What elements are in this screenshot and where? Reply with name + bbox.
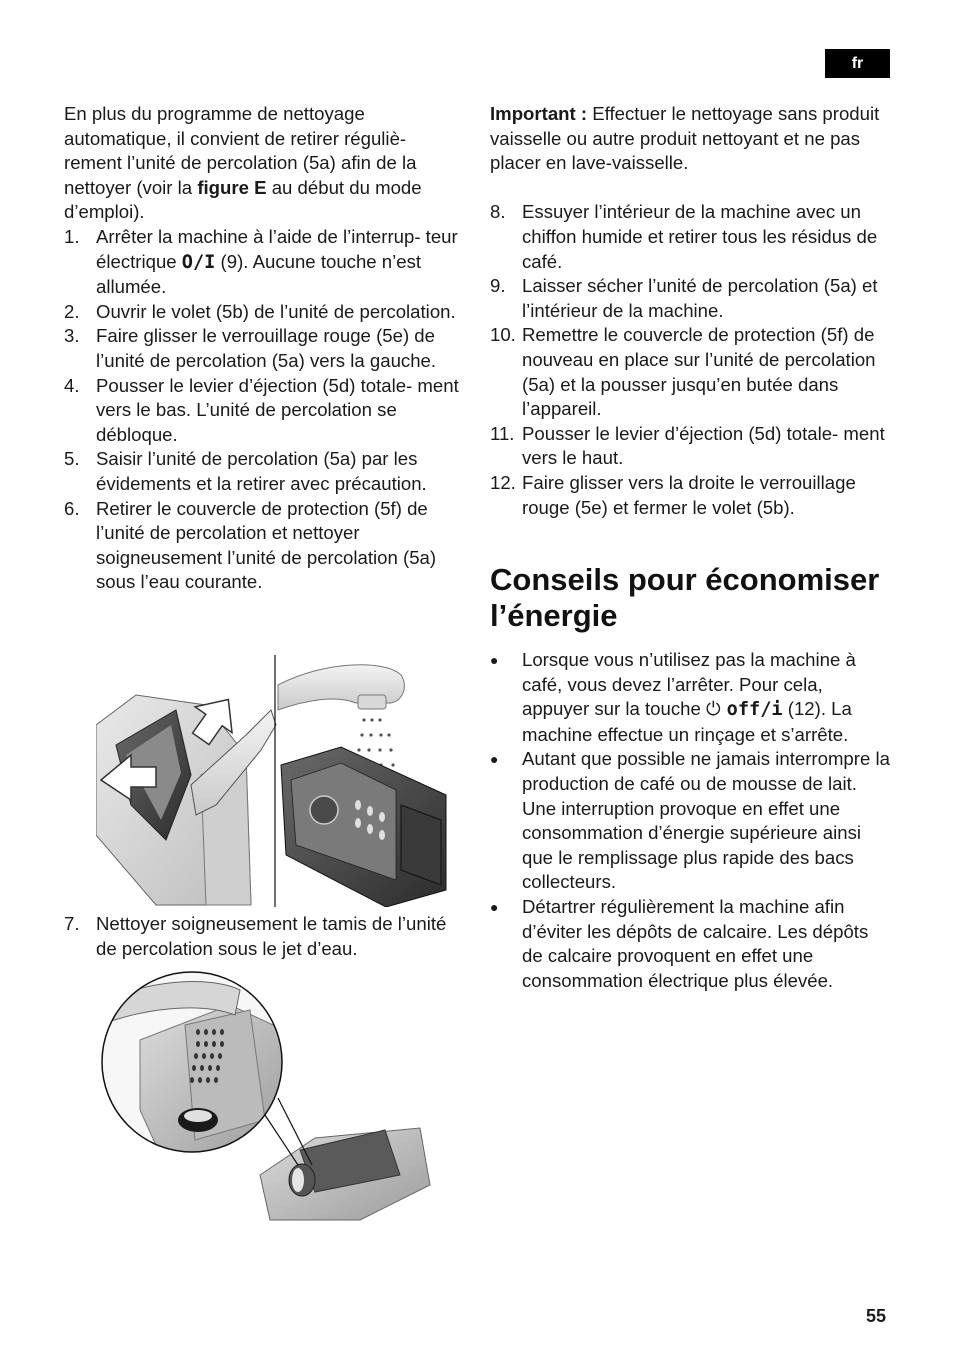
important-label: Important : <box>490 103 588 124</box>
step-item <box>64 225 464 300</box>
important-note <box>490 102 890 176</box>
bullet-icon: ● <box>490 652 499 669</box>
section-heading: Conseils pour économiser l’énergie <box>490 562 880 634</box>
energy-tips-list <box>490 648 890 993</box>
step-text: Saisir l’unité de percolation (5a) par les évidements et la retirer avec précaution. <box>96 448 427 494</box>
step-text-end: (9). Aucune touche n’est allumée. <box>96 250 422 298</box>
step-text: Retirer le couvercle de protection (5f) de l’unité de percolation et nettoyer soigneusement l’unité de percolation (5a) sous l’eau courante. <box>96 497 437 593</box>
step-text: Remettre le couvercle de protection (5f) de nouveau en place sur l’unité de percolation (5a) et la pousser jusqu’en butée dans l’appareil. <box>522 324 876 420</box>
step-item <box>64 324 464 373</box>
step-item <box>490 323 890 421</box>
step-item <box>490 471 890 520</box>
step-number: 4. <box>64 374 80 396</box>
tip-text: Autant que possible ne jamais interrompre la production de café ou de mousse de lait. Une interruption provoque en effet une consommation d’énergie supérieure ainsi que le remplissage plus rapide des bacs collecteurs. <box>522 748 890 893</box>
step7-block <box>64 912 464 961</box>
step-text: Pousser le levier d’éjection (5d) totale- ment vers le haut. <box>522 422 885 469</box>
step-text: Pousser le levier d’éjection (5d) totale- ment vers le bas. L’unité de percolation se débloque. <box>96 374 459 445</box>
bullet-icon: ● <box>490 751 499 768</box>
right-column <box>490 102 890 993</box>
tip-text: Lorsque vous n’utilisez pas la machine à café, vous devez l’arrêter. Pour cela, appuyer sur la touche <box>522 649 856 720</box>
step-item <box>490 422 890 471</box>
steps-list-3 <box>490 200 890 520</box>
step-text: Laisser sécher l’unité de percolation (5a) et l’intérieur de la machine. <box>522 275 878 321</box>
step-text: Essuyer l’intérieur de la machine avec un chiffon humide et retirer tous les résidus de café. <box>522 201 878 272</box>
step-number: 11. <box>490 422 515 444</box>
step-text: Faire glisser vers la droite le verrouillage rouge (5e) et fermer le volet (5b). <box>522 471 856 518</box>
left-column <box>64 102 464 595</box>
steps-list-1 <box>64 225 464 595</box>
bullet-icon: ● <box>490 899 499 916</box>
page-number: 55 <box>866 1306 887 1326</box>
important-text: Effectuer le nettoyage sans produit vaisselle ou autre produit nettoyant et ne pas placer en lave-vaisselle. <box>490 103 880 174</box>
off-button-symbol: off/i <box>726 699 783 721</box>
step-item <box>490 274 890 323</box>
power-symbol-icon: ⏻ <box>706 699 727 721</box>
sieve-drawing <box>100 970 440 1226</box>
language-badge: fr <box>825 49 890 78</box>
brewing-unit-removal-illustration <box>96 655 452 907</box>
intro-text-end: au début du mode d’emploi). <box>64 176 422 223</box>
brewing-unit-drawing <box>96 655 452 907</box>
step-number: 1. <box>64 225 80 247</box>
step-number: 10. <box>490 324 516 346</box>
tip-item <box>490 648 890 747</box>
step-number: 5. <box>64 448 80 470</box>
step-text: Arrêter la machine à l’aide de l’interrup- teur électrique <box>96 225 458 272</box>
tip-text: Détartrer régulièrement la machine afin d’éviter les dépôts de calcaire. Les dépôts de calcaire provoquent en effet une consommation électrique plus élevée. <box>522 896 869 991</box>
step-number: 12. <box>490 471 516 493</box>
figure-reference: figure E <box>197 176 267 198</box>
step-item <box>490 200 890 274</box>
step-text: Faire glisser le verrouillage rouge (5e) de l’unité de percolation (5a) vers la gauche. <box>96 325 437 371</box>
tip-text-end: (12). La machine effectue un rinçage et s’arrête. <box>522 698 852 745</box>
step-number: 9. <box>490 275 506 297</box>
step-number: 8. <box>490 201 506 223</box>
step-number: 3. <box>64 325 80 347</box>
step-text: Ouvrir le volet (5b) de l’unité de percolation. <box>96 300 456 322</box>
step-number: 7. <box>64 913 80 934</box>
step-item <box>64 300 464 325</box>
intro-text: En plus du programme de nettoyage automatique, il convient de retirer réguliè- rement l’unité de percolation (5a) afin de la nettoyer (voir la <box>64 103 417 198</box>
step-item <box>64 912 464 961</box>
tip-item <box>490 747 890 895</box>
step-text: Nettoyer soigneusement le tamis de l’unité de percolation sous le jet d’eau. <box>96 913 447 959</box>
intro-paragraph <box>64 102 464 225</box>
sieve-cleaning-illustration <box>100 970 440 1226</box>
step-item <box>64 447 464 496</box>
power-switch-symbol: O/I <box>181 251 216 273</box>
tip-item <box>490 895 890 993</box>
step-number: 6. <box>64 497 80 519</box>
step-item <box>64 497 464 595</box>
steps-list-2 <box>64 912 464 961</box>
step-item <box>64 374 464 448</box>
step-number: 2. <box>64 300 80 322</box>
